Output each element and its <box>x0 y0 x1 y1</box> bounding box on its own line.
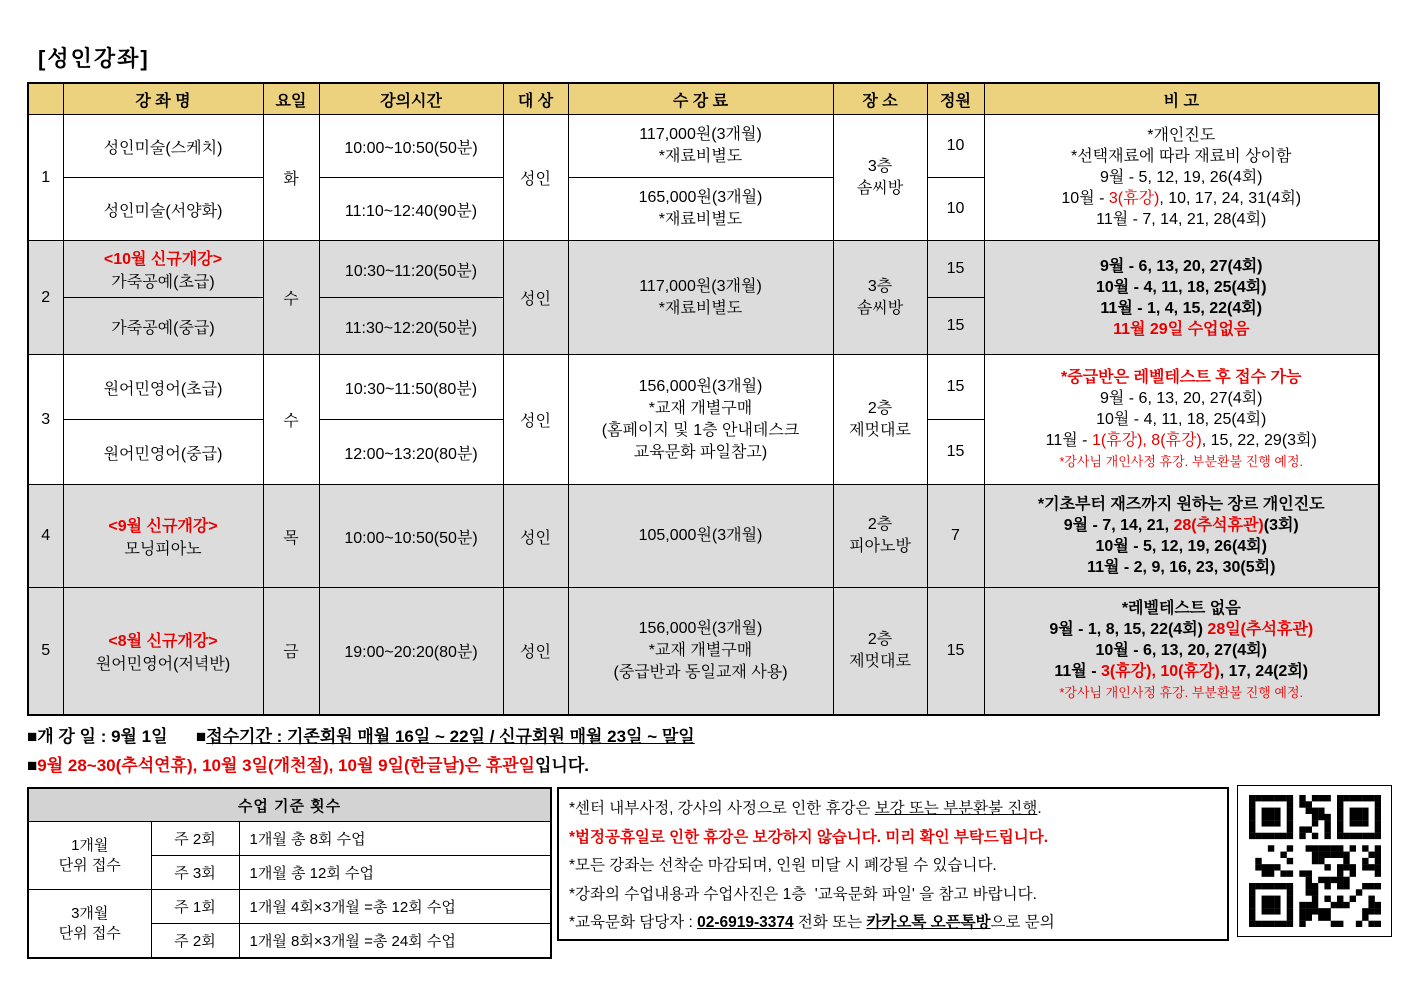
rich-line: 모닝피아노 <box>124 541 202 558</box>
target-cell: 성인 <box>503 115 568 241</box>
row-number: 3 <box>28 355 63 485</box>
rich-line: *강사님 개인사정 휴강. 부분환불 진행 예정. <box>1059 454 1304 469</box>
course-name <box>63 298 263 355</box>
course-name <box>63 355 263 420</box>
rich-line: 가죽공예(중급) <box>111 319 215 337</box>
table-row <box>28 241 1379 298</box>
basis-description: 1개월 8회×3개월 =총 24회 수업 <box>239 924 551 959</box>
basis-label: 3개월 단위 접수 <box>28 890 151 959</box>
rich-line: 10월 - 3(휴강), 10, 17, 24, 31(4회) <box>1061 190 1302 207</box>
rich-line: 원어민영어(중급) <box>103 445 223 463</box>
rich-line: 원어민영어(저녁반) <box>95 655 231 673</box>
table-row <box>28 588 1379 715</box>
course-name <box>63 241 263 298</box>
rich-line: 11월 - 7, 14, 21, 28(4회) <box>1096 211 1267 228</box>
rich-line: *개인진도 <box>1147 127 1216 144</box>
rich-line: 10월 - 4, 11, 18, 25(4회) <box>1095 278 1267 296</box>
rich-line: 성인미술(서양화) <box>103 202 223 220</box>
place-cell: 2층 제멋대로 <box>833 588 927 715</box>
place-cell: 3층 솜씨방 <box>833 115 927 241</box>
table-row <box>28 115 1379 178</box>
header-blank <box>28 83 63 115</box>
rich-line: 9월 - 6, 13, 20, 27(4회) <box>1099 390 1263 407</box>
rich-line: *법정공휴일로 인한 휴강은 보강하지 않습니다. 미리 확인 부탁드립니다. <box>569 828 1049 846</box>
header-notes: 비 고 <box>984 83 1379 115</box>
rich-line: *선택재료에 따라 재료비 상이함 <box>1071 148 1292 165</box>
capacity-cell: 15 <box>927 298 984 355</box>
fee-cell: 117,000원(3개월) *재료비별도 <box>568 241 833 355</box>
course-name <box>63 420 263 485</box>
notes-cell <box>984 241 1379 355</box>
rich-line: 9월 - 6, 13, 20, 27(4회) <box>1099 257 1263 275</box>
fee-cell: 105,000원(3개월) <box>568 485 833 588</box>
row-number: 4 <box>28 485 63 588</box>
rich-line: ■9월 28~30(추석연휴), 10월 3일(개천절), 10월 9일(한글날)은 휴관일입니다. <box>27 756 589 775</box>
day-cell: 화 <box>263 115 319 241</box>
time-cell: 10:30~11:20(50분) <box>319 241 503 298</box>
notes-cell <box>984 355 1379 485</box>
day-cell: 수 <box>263 355 319 485</box>
header-place: 장 소 <box>833 83 927 115</box>
header-target: 대 상 <box>503 83 568 115</box>
capacity-cell: 15 <box>927 355 984 420</box>
basis-header-row <box>28 788 551 822</box>
course-name <box>63 115 263 178</box>
row-number: 5 <box>28 588 63 715</box>
basis-title: 수업 기준 횟수 <box>28 788 551 822</box>
target-cell: 성인 <box>503 485 568 588</box>
day-cell: 수 <box>263 241 319 355</box>
time-cell: 10:30~11:50(80분) <box>319 355 503 420</box>
rich-line: 성인미술(스케치) <box>103 139 223 157</box>
fee-cell: 156,000원(3개월) *교재 개별구매 (홈페이지 및 1층 안내데스크 교육문화 파일참고) <box>568 355 833 485</box>
capacity-cell: 15 <box>927 420 984 485</box>
rich-line: 10월 - 6, 13, 20, 27(4회) <box>1095 642 1267 660</box>
capacity-cell: 15 <box>927 588 984 715</box>
rich-line: 11월 29일 수업없음 <box>1113 320 1250 338</box>
rich-line: <8월 신규개강> <box>108 632 218 650</box>
general-notes-box <box>557 787 1229 941</box>
course-name <box>63 178 263 241</box>
row-number: 1 <box>28 115 63 241</box>
basis-description: 1개월 4회×3개월 =총 12회 수업 <box>239 890 551 924</box>
target-cell: 성인 <box>503 355 568 485</box>
rich-line: *중급반은 레벨테스트 후 접수 가능 <box>1061 369 1302 386</box>
header-capacity: 정원 <box>927 83 984 115</box>
rich-line: ■개 강 일 : 9월 1일 ■접수기간 : 기존회원 매월 16일 ~ 22일 / 신규회원 매월 23일 ~ 말일 <box>27 727 695 746</box>
rich-line: 11월 - 3(휴강), 10(휴강), 17, 24(2회) <box>1054 663 1309 681</box>
adult-course-table <box>27 82 1380 716</box>
place-cell: 2층 피아노방 <box>833 485 927 588</box>
qr-code <box>1237 785 1392 937</box>
rich-line: <9월 신규개강> <box>108 518 218 535</box>
rich-line: *레벨테스트 없음 <box>1121 600 1241 618</box>
qr-code-image <box>1249 795 1381 927</box>
rich-line: 10월 - 4, 11, 18, 25(4회) <box>1096 411 1267 428</box>
rich-line: *모든 강좌는 선착순 마감되며, 인원 미달 시 폐강될 수 있습니다. <box>569 857 997 874</box>
fee-cell: 156,000원(3개월) *교재 개별구매 (중급반과 동일교재 사용) <box>568 588 833 715</box>
table-row <box>28 485 1379 588</box>
time-cell: 10:00~10:50(50분) <box>319 485 503 588</box>
rich-line: 가죽공예(초급) <box>111 274 215 291</box>
table-row <box>28 822 551 856</box>
time-cell: 19:00~20:20(80분) <box>319 588 503 715</box>
basis-description: 1개월 총 8회 수업 <box>239 822 551 856</box>
table-header-row <box>28 83 1379 115</box>
target-cell: 성인 <box>503 588 568 715</box>
place-cell: 2층 제멋대로 <box>833 355 927 485</box>
course-name <box>63 485 263 588</box>
rich-line: 11월 - 1(휴강), 8(휴강), 15, 22, 29(3회) <box>1045 432 1317 449</box>
capacity-cell: 10 <box>927 178 984 241</box>
course-name <box>63 588 263 715</box>
capacity-cell: 7 <box>927 485 984 588</box>
fee-cell: 165,000원(3개월) *재료비별도 <box>568 178 833 241</box>
time-cell: 12:00~13:20(80분) <box>319 420 503 485</box>
header-fee: 수 강 료 <box>568 83 833 115</box>
rich-line: 9월 - 1, 8, 15, 22(4회) 28일(추석휴관) <box>1049 621 1314 639</box>
page-title: [성인강좌] <box>38 46 150 71</box>
fee-cell: 117,000원(3개월) *재료비별도 <box>568 115 833 178</box>
rich-line: 11월 - 2, 9, 16, 23, 30(5회) <box>1087 559 1276 576</box>
header-time: 강의시간 <box>319 83 503 115</box>
holiday-closure-notice <box>27 751 589 776</box>
basis-frequency: 주 2회 <box>151 822 239 856</box>
table-row <box>28 890 551 924</box>
opening-date-and-registration-period <box>27 722 695 747</box>
class-count-basis-table <box>27 787 552 959</box>
basis-frequency: 주 3회 <box>151 856 239 890</box>
capacity-cell: 10 <box>927 115 984 178</box>
basis-description: 1개월 총 12회 수업 <box>239 856 551 890</box>
basis-frequency: 주 1회 <box>151 890 239 924</box>
rich-line: 원어민영어(초급) <box>103 380 223 398</box>
rich-line: 11월 - 1, 4, 15, 22(4회) <box>1100 299 1263 317</box>
time-cell: 10:00~10:50(50분) <box>319 115 503 178</box>
header-day: 요일 <box>263 83 319 115</box>
capacity-cell: 15 <box>927 241 984 298</box>
notes-cell <box>984 115 1379 241</box>
basis-label: 1개월 단위 접수 <box>28 822 151 890</box>
rich-line: *강좌의 수업내용과 수업사진은 1층 '교육문화 파일' 을 참고 바랍니다. <box>569 885 1037 903</box>
time-cell: 11:30~12:20(50분) <box>319 298 503 355</box>
rich-line: *강사님 개인사정 휴강. 부분환불 진행 예정. <box>1059 685 1304 701</box>
day-cell: 목 <box>263 485 319 588</box>
rich-line: *기초부터 재즈까지 원하는 장르 개인진도 <box>1037 496 1325 513</box>
rich-line: 10월 - 5, 12, 19, 26(4회) <box>1095 538 1267 555</box>
target-cell: 성인 <box>503 241 568 355</box>
row-number: 2 <box>28 241 63 355</box>
basis-frequency: 주 2회 <box>151 924 239 959</box>
rich-line: <10월 신규개강> <box>103 251 223 268</box>
place-cell: 3층 솜씨방 <box>833 241 927 355</box>
table-row <box>28 355 1379 420</box>
day-cell: 금 <box>263 588 319 715</box>
notes-cell <box>984 485 1379 588</box>
rich-line: 9월 - 7, 14, 21, 28(추석휴관)(3회) <box>1063 517 1299 534</box>
rich-line: *교육문화 담당자 : 02-6919-3374 전화 또는 카카오톡 오픈톡방으로 문의 <box>569 914 1055 931</box>
rich-line: 9월 - 5, 12, 19, 26(4회) <box>1099 169 1263 186</box>
header-course-name: 강 좌 명 <box>63 83 263 115</box>
rich-line: *센터 내부사정, 강사의 사정으로 인한 휴강은 보강 또는 부분환불 진행. <box>569 800 1042 817</box>
notes-cell <box>984 588 1379 715</box>
time-cell: 11:10~12:40(90분) <box>319 178 503 241</box>
